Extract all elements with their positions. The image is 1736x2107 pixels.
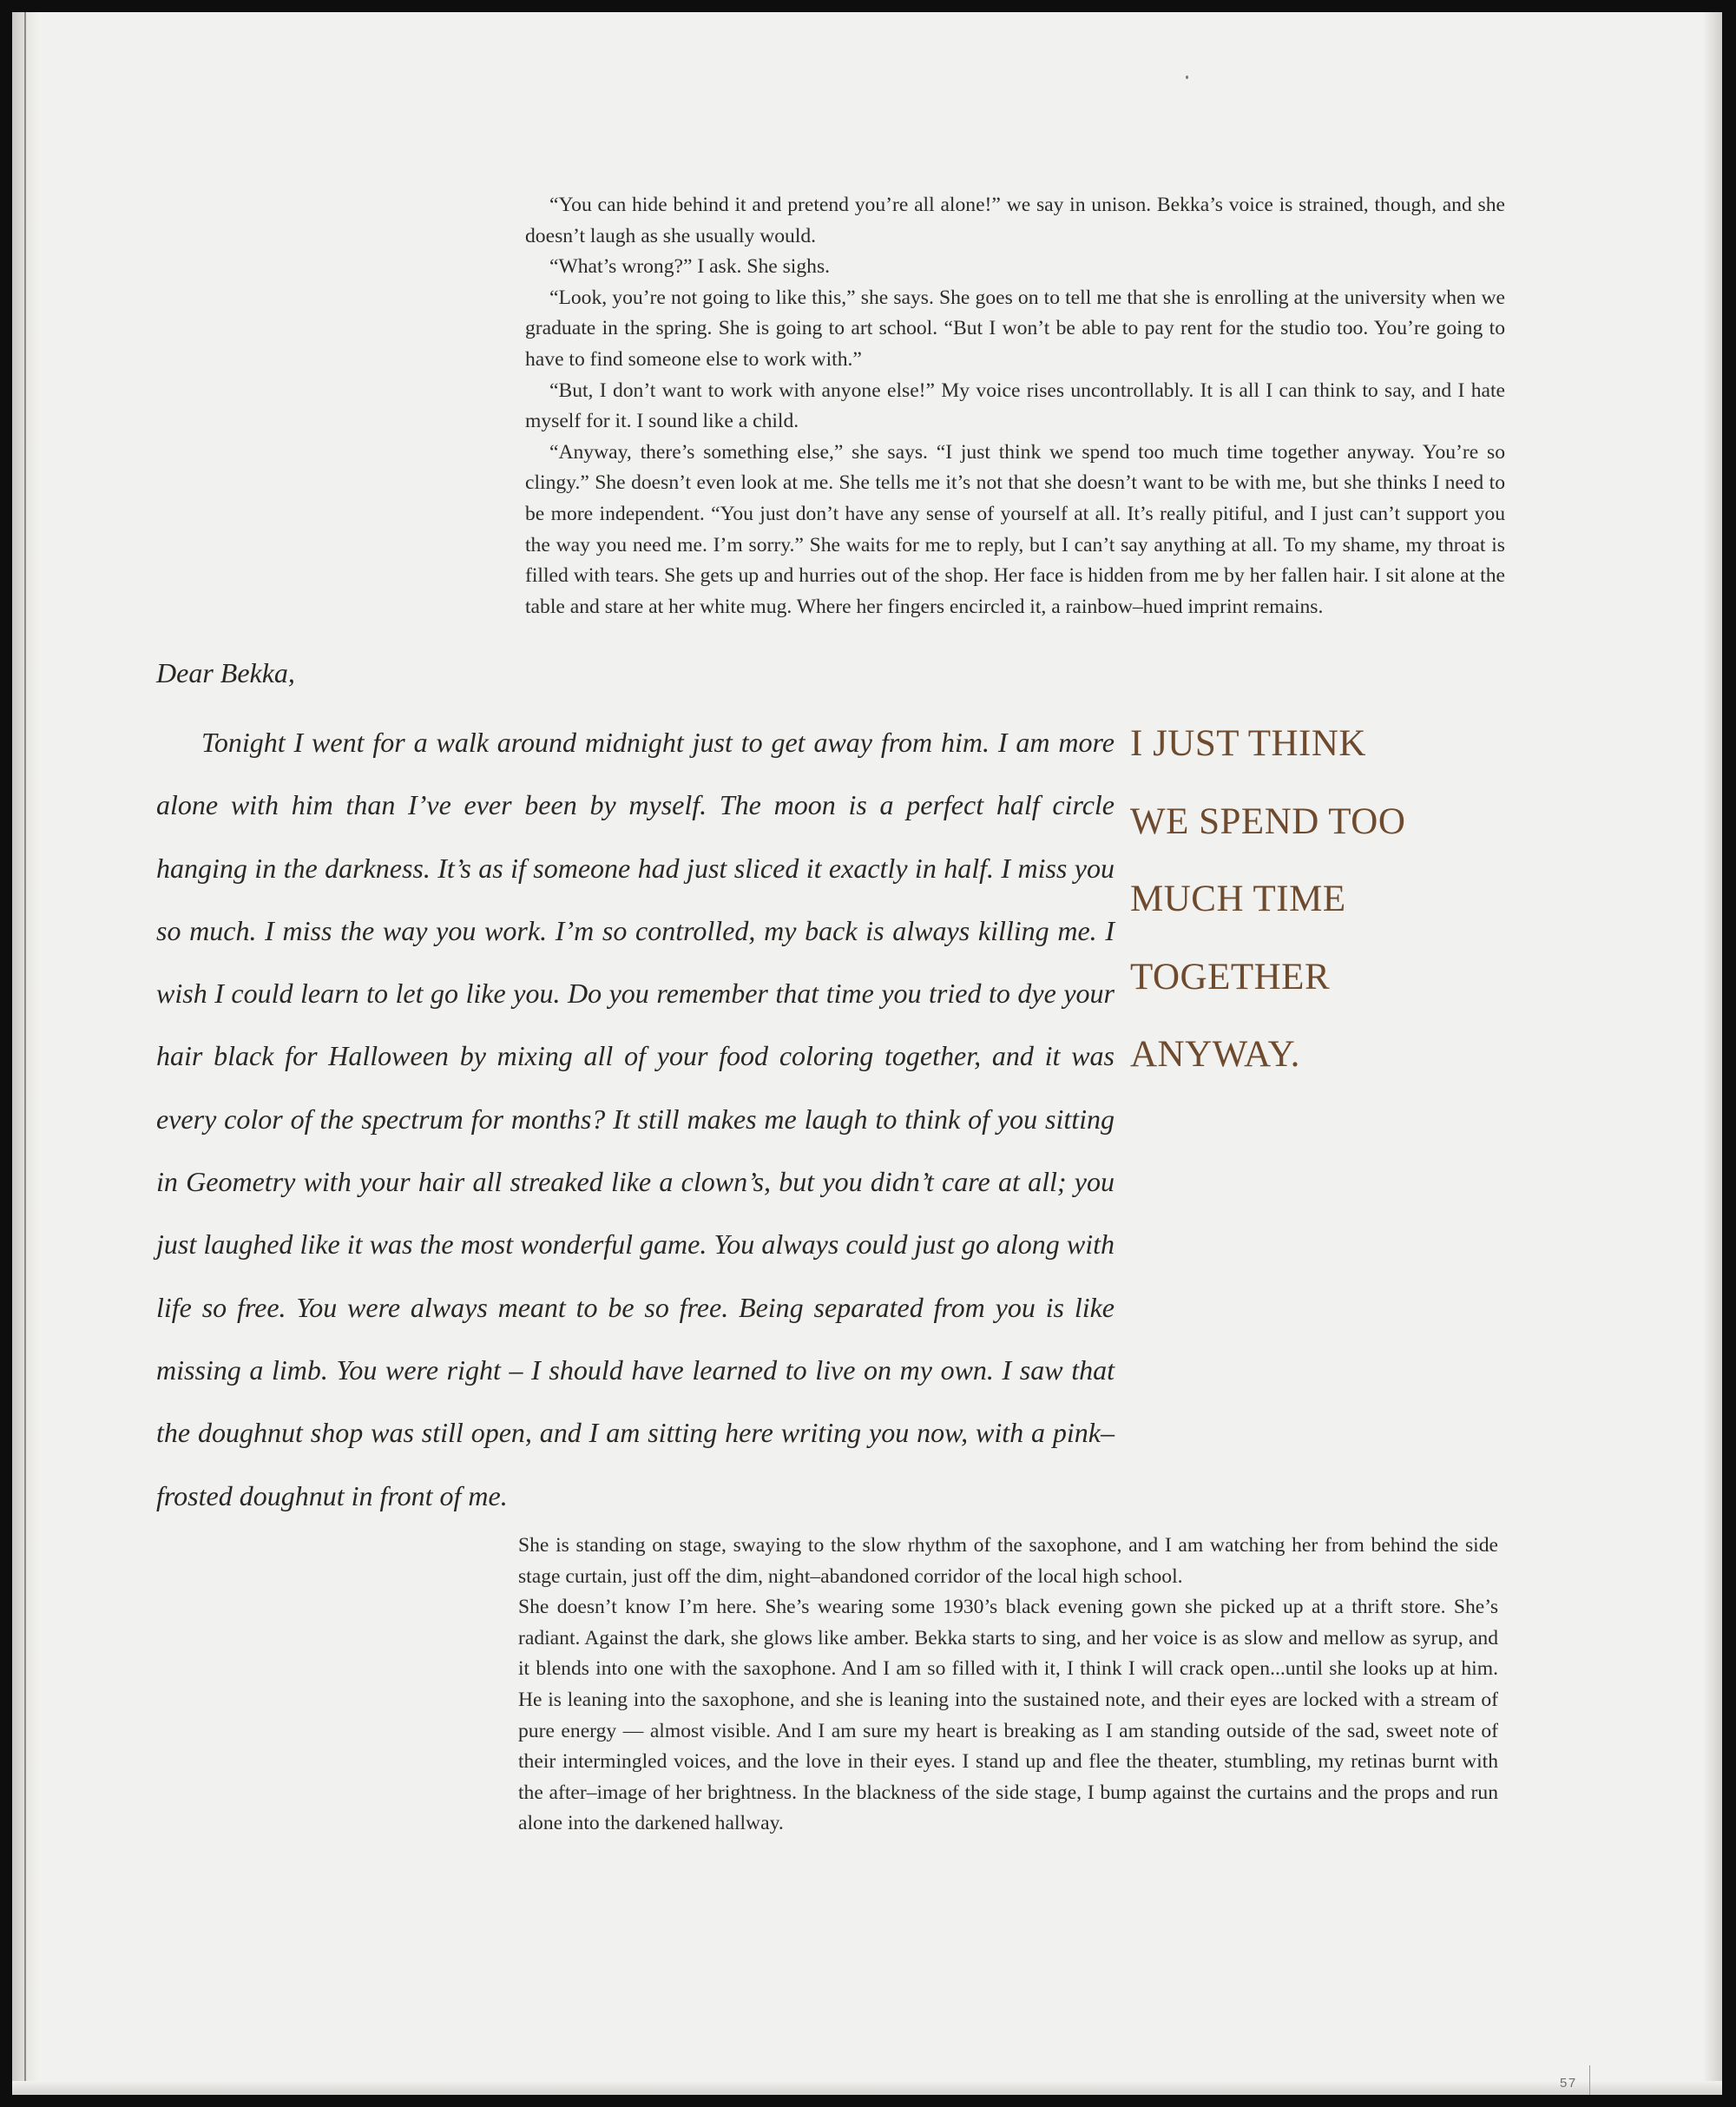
bottom-story <box>518 1531 1498 1840</box>
pull-quote-line: TOGETHER <box>1130 956 1331 998</box>
bottom-story-paragraph: She doesn’t know I’m here. She’s wearing some 1930’s black evening gown she picked up at a thrift store. She’s radiant. Against the dark, she glows like amber. Bekka starts to sing, and her voice is as slow and mellow as syrup, and it blends into one with the saxophone. And I am so filled with it, I think I will crack open...until she looks up at him. He is leaning into the saxophone, and she is leaning into the sustained note, and their eyes are locked with a stream of pure energy — almost visible. And I am sure my heart is breaking as I am standing outside of the sad, sweet note of their intermingled voices, and the love in their eyes. I stand up and flee the theater, stumbling, my retinas burnt with the after–image of her brightness. In the blackness of the side stage, I bump against the curtains and the props and run alone into the darkened hallway. <box>518 1596 1498 1835</box>
page-number: 57 <box>1560 2076 1577 2091</box>
binding-line <box>24 12 26 2095</box>
top-story-paragraph: “What’s wrong?” I ask. She sighs. <box>549 255 831 279</box>
top-story-paragraph: “But, I don’t want to work with anyone else!” My voice rises uncontrollably. It is all I can think to say, and I hate myself for it. I sound like a child. <box>525 379 1505 433</box>
page-number-rule <box>1589 2065 1590 2095</box>
top-story-paragraph: “Anyway, there’s something else,” she says. “I just think we spend too much time together anyway. You’re so clingy.” She doesn’t even look at me. She tells me it’s not that she doesn’t want to be with me, but she thinks I need to be more independent. “You just don’t have any sense of yourself at all. It’s really pitiful, and I just can’t support you the way you need me. I’m sorry.” She waits for me to reply, but I can’t say anything at all. To my shame, my throat is filled with tears. She gets up and hurries out of the shop. Her face is hidden from me by her fallen hair. I sit alone at the table and stare at her white mug. Where her fingers encircled it, a rainbow–hued imprint remains. <box>525 440 1505 618</box>
page-bottom-shadow <box>12 2081 1722 2095</box>
letter-salutation: Dear Bekka, <box>156 657 295 688</box>
bottom-story-paragraph: She is standing on stage, swaying to the slow rhythm of the saxophone, and I am watching her from behind the side stage curtain, just off the dim, night–abandoned corridor of the local high school. <box>518 1534 1498 1588</box>
letter-text: Tonight I went for a walk around midnight just to get away from him. I am more alone with him than I’ve ever been by myself. The moon is a perfect half circle hanging in the darkness. It’s as if someone had just sliced it exactly in half. I miss you so much. I miss the way you work. I’m so controlled, my back is always killing me. I wish I could learn to let go like you. Do you remember that time you tried to dye your hair black for Halloween by mixing all of your food coloring together, and it was every color of the spectrum for months? It still makes me laugh to think of you sitting in Geometry with your hair all streaked like a clown’s, but you didn’t care at all; you just laughed like it was the most wonderful game. You always could just go along with life so free. You were always meant to be so free. Being separated from you is like missing a limb. You were right – I should have learned to live on my own. I saw that the doughnut shop was still open, and I am sitting here writing you now, with a pink–frosted doughnut in front of me. <box>156 727 1115 1511</box>
book-page <box>12 12 1722 2095</box>
pull-quote-line: ANYWAY. <box>1130 1034 1300 1076</box>
letter-body <box>156 711 1115 1527</box>
page-gutter <box>12 12 40 2095</box>
page-edge-shadow <box>1703 12 1722 2095</box>
top-story <box>525 190 1505 622</box>
pull-quote-line: WE SPEND TOO <box>1130 800 1406 842</box>
pull-quote-line: I JUST THINK <box>1130 723 1366 764</box>
top-story-paragraph: “Look, you’re not going to like this,” she says. She goes on to tell me that she is enrolling at the university when we graduate in the spring. She is going to art school. “But I won’t be able to pay rent for the studio too. You’re going to have to find someone else to work with.” <box>525 286 1505 371</box>
page-speck <box>1186 76 1188 79</box>
pull-quote <box>1130 705 1512 1094</box>
pull-quote-line: MUCH TIME <box>1130 879 1346 920</box>
top-story-paragraph: “You can hide behind it and pretend you’re all alone!” we say in unison. Bekka’s voice is strained, though, and she doesn’t laugh as she usually would. <box>525 194 1505 247</box>
